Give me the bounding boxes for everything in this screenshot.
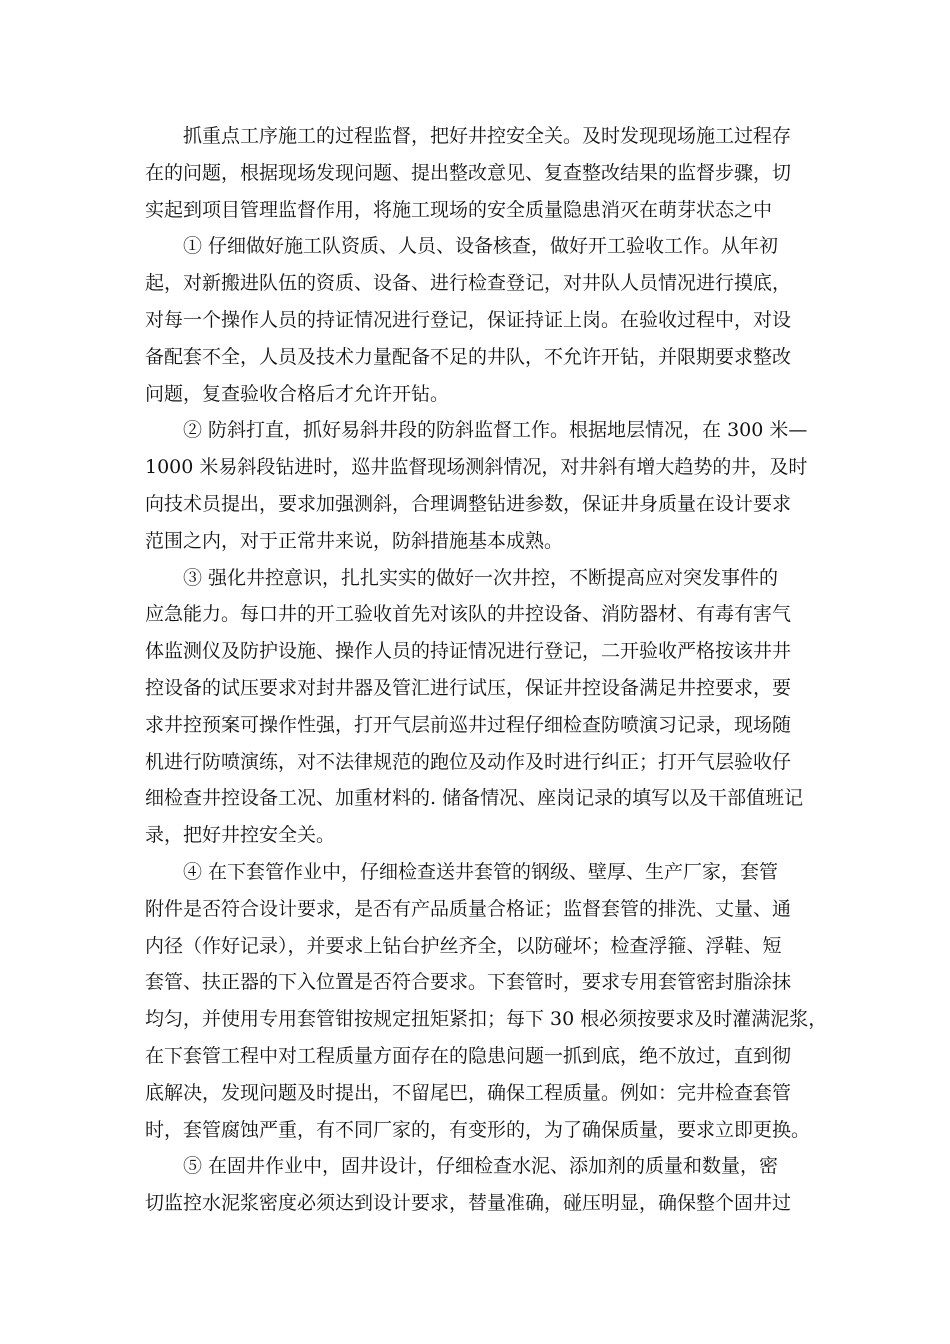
text-line: 控设备的试压要求对封井器及管汇进行试压，保证井控设备满足井控要求，要: [145, 676, 792, 699]
text-line: 应急能力。每口井的开工验收首先对该队的井控设备、消防器材、有毒有害气: [145, 603, 792, 626]
text-line: 切监控水泥浆密度必须达到设计要求，替量准确，碰压明显，确保整个固井过: [145, 1192, 792, 1215]
text-line: 附件是否符合设计要求，是否有产品质量合格证；监督套管的排洗、丈量、通: [145, 897, 792, 920]
text-line: 内径（作好记录），并要求上钻台护丝齐全，以防碰坏；检查浮箍、浮鞋、短: [145, 934, 782, 957]
text-line: 均匀，并使用专用套管钳按规定扭矩紧扣；每下 30 根必须按要求及时灌满泥浆，: [145, 1008, 828, 1031]
text-line: 问题，复查验收合格后才允许开钻。: [145, 382, 450, 405]
text-line: ① 仔细做好施工队资质、人员、设备核查，做好开工验收工作。从年初: [183, 235, 779, 258]
text-line: ③ 强化井控意识，扎扎实实的做好一次井控，不断提高应对突发事件的: [183, 566, 779, 589]
text-line: ⑤ 在固井作业中，固井设计，仔细检查水泥、添加剂的质量和数量，密: [183, 1155, 779, 1178]
text-line: 录，把好井控安全关。: [145, 824, 336, 847]
text-line: 机进行防喷演练，对不法律规范的跑位及动作及时进行纠正；打开气层验收仔: [145, 750, 792, 773]
text-line: 向技术员提出，要求加强测斜，合理调整钻进参数，保证井身质量在设计要求: [145, 492, 792, 515]
text-line: ④ 在下套管作业中，仔细检查送井套管的钢级、壁厚、生产厂家，套管: [183, 860, 779, 883]
text-line: 抓重点工序施工的过程监督，把好井控安全关。及时发现现场施工过程存: [183, 125, 792, 147]
text-line: 1000 米易斜段钻进时，巡井监督现场测斜情况，对井斜有增大趋势的井，及时: [145, 456, 808, 479]
text-line: 对每一个操作人员的持证情况进行登记，保证持证上岗。在验收过程中，对设: [145, 308, 792, 331]
text-line: ② 防斜打直，抓好易斜井段的防斜监督工作。根据地层情况，在 300 米—: [183, 419, 808, 442]
text-line: 在下套管工程中对工程质量方面存在的隐患问题一抓到底，绝不放过，直到彻: [145, 1044, 792, 1067]
text-line: 底解决，发现问题及时提出，不留尾巴，确保工程质量。例如：完井检查套管: [145, 1081, 792, 1104]
text-line: 求井控预案可操作性强，打开气层前巡井过程仔细检查防喷演习记录，现场随: [145, 713, 792, 736]
text-line: 时，套管腐蚀严重，有不同厂家的，有变形的，为了确保质量，要求立即更换。: [145, 1118, 811, 1141]
text-line: 体监测仪及防护设施、操作人员的持证情况进行登记，二开验收严格按该井井: [145, 640, 792, 663]
text-line: 细检查井控设备工况、加重材料的. 储备情况、座岗记录的填写以及干部值班记: [145, 787, 804, 810]
text-line: 套管、扶正器的下入位置是否符合要求。下套管时，要求专用套管密封脂涂抹: [145, 971, 792, 994]
document-body: [145, 118, 828, 1222]
text-line: 在的问题，根据现场发现问题、提出整改意见、复查整改结果的监督步骤，切: [145, 161, 792, 184]
text-line: 起，对新搬进队伍的资质、设备、进行检查登记，对井队人员情况进行摸底，: [145, 272, 792, 295]
text-line: 实起到项目管理监督作用，将施工现场的安全质量隐患消灭在萌芽状态之中: [145, 198, 773, 221]
text-line: 范围之内，对于正常井来说，防斜措施基本成熟。: [145, 529, 564, 552]
text-line: 备配套不全，人员及技术力量配备不足的井队，不允许开钻，并限期要求整改: [145, 345, 792, 368]
